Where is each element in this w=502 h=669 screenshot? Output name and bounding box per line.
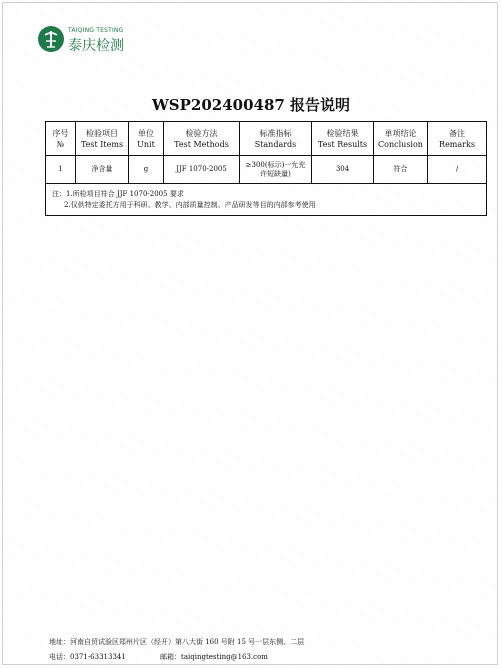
- footer-phone: 电话：0371-63313341: [49, 653, 126, 661]
- cell-test-result: 304: [312, 156, 374, 184]
- cell-test-item: 净含量: [76, 156, 129, 184]
- cell-test-method: JJF 1070-2005: [164, 156, 240, 184]
- cell-unit: g: [129, 156, 164, 184]
- footer-email: 邮箱：taiqingtesting@163.com: [160, 653, 268, 661]
- taiqing-logo-icon: [38, 26, 64, 52]
- logo-english-name: TAIQING TESTING: [68, 27, 124, 34]
- note-line-1: 注：1.所检项目符合 JJF 1070-2005 要求: [52, 189, 184, 198]
- cell-standard: ≥300(标示)一允充 许短缺量): [240, 156, 312, 184]
- logo-chinese-name: 泰庆检测: [68, 38, 124, 54]
- header-test-results: 检验结果 Test Results: [312, 122, 374, 156]
- notes-row: [46, 184, 487, 216]
- footer-address: 地址：河南自贸试验区郑州片区（经开）第八大街 160 号附 15 号一层东侧、二层: [49, 638, 305, 646]
- cell-no: 1: [46, 156, 76, 184]
- header-no: 序号 №: [46, 122, 76, 156]
- report-table: [45, 121, 487, 216]
- header-test-methods: 检验方法 Test Methods: [164, 122, 240, 156]
- header-test-items: 检验项目 Test Items: [76, 122, 129, 156]
- table-row: [46, 156, 487, 184]
- header-conclusion: 单项结论 Conclusion: [374, 122, 428, 156]
- table-header-row: [46, 122, 487, 156]
- header-standards: 标准指标 Standards: [240, 122, 312, 156]
- header-unit: 单位 Unit: [129, 122, 164, 156]
- cell-remarks: /: [428, 156, 487, 184]
- report-title: WSP202400487 报告说明: [151, 96, 351, 114]
- notes-cell: [46, 184, 487, 216]
- header-remarks: 备注 Remarks: [428, 122, 487, 156]
- cell-conclusion: 符合: [374, 156, 428, 184]
- company-logo: [38, 26, 138, 58]
- note-line-2: 2.仅供特定委托方用于科研、教学、内部质量控制、产品研发等目的内部参考使用: [64, 200, 316, 209]
- footer-contact: [49, 652, 268, 662]
